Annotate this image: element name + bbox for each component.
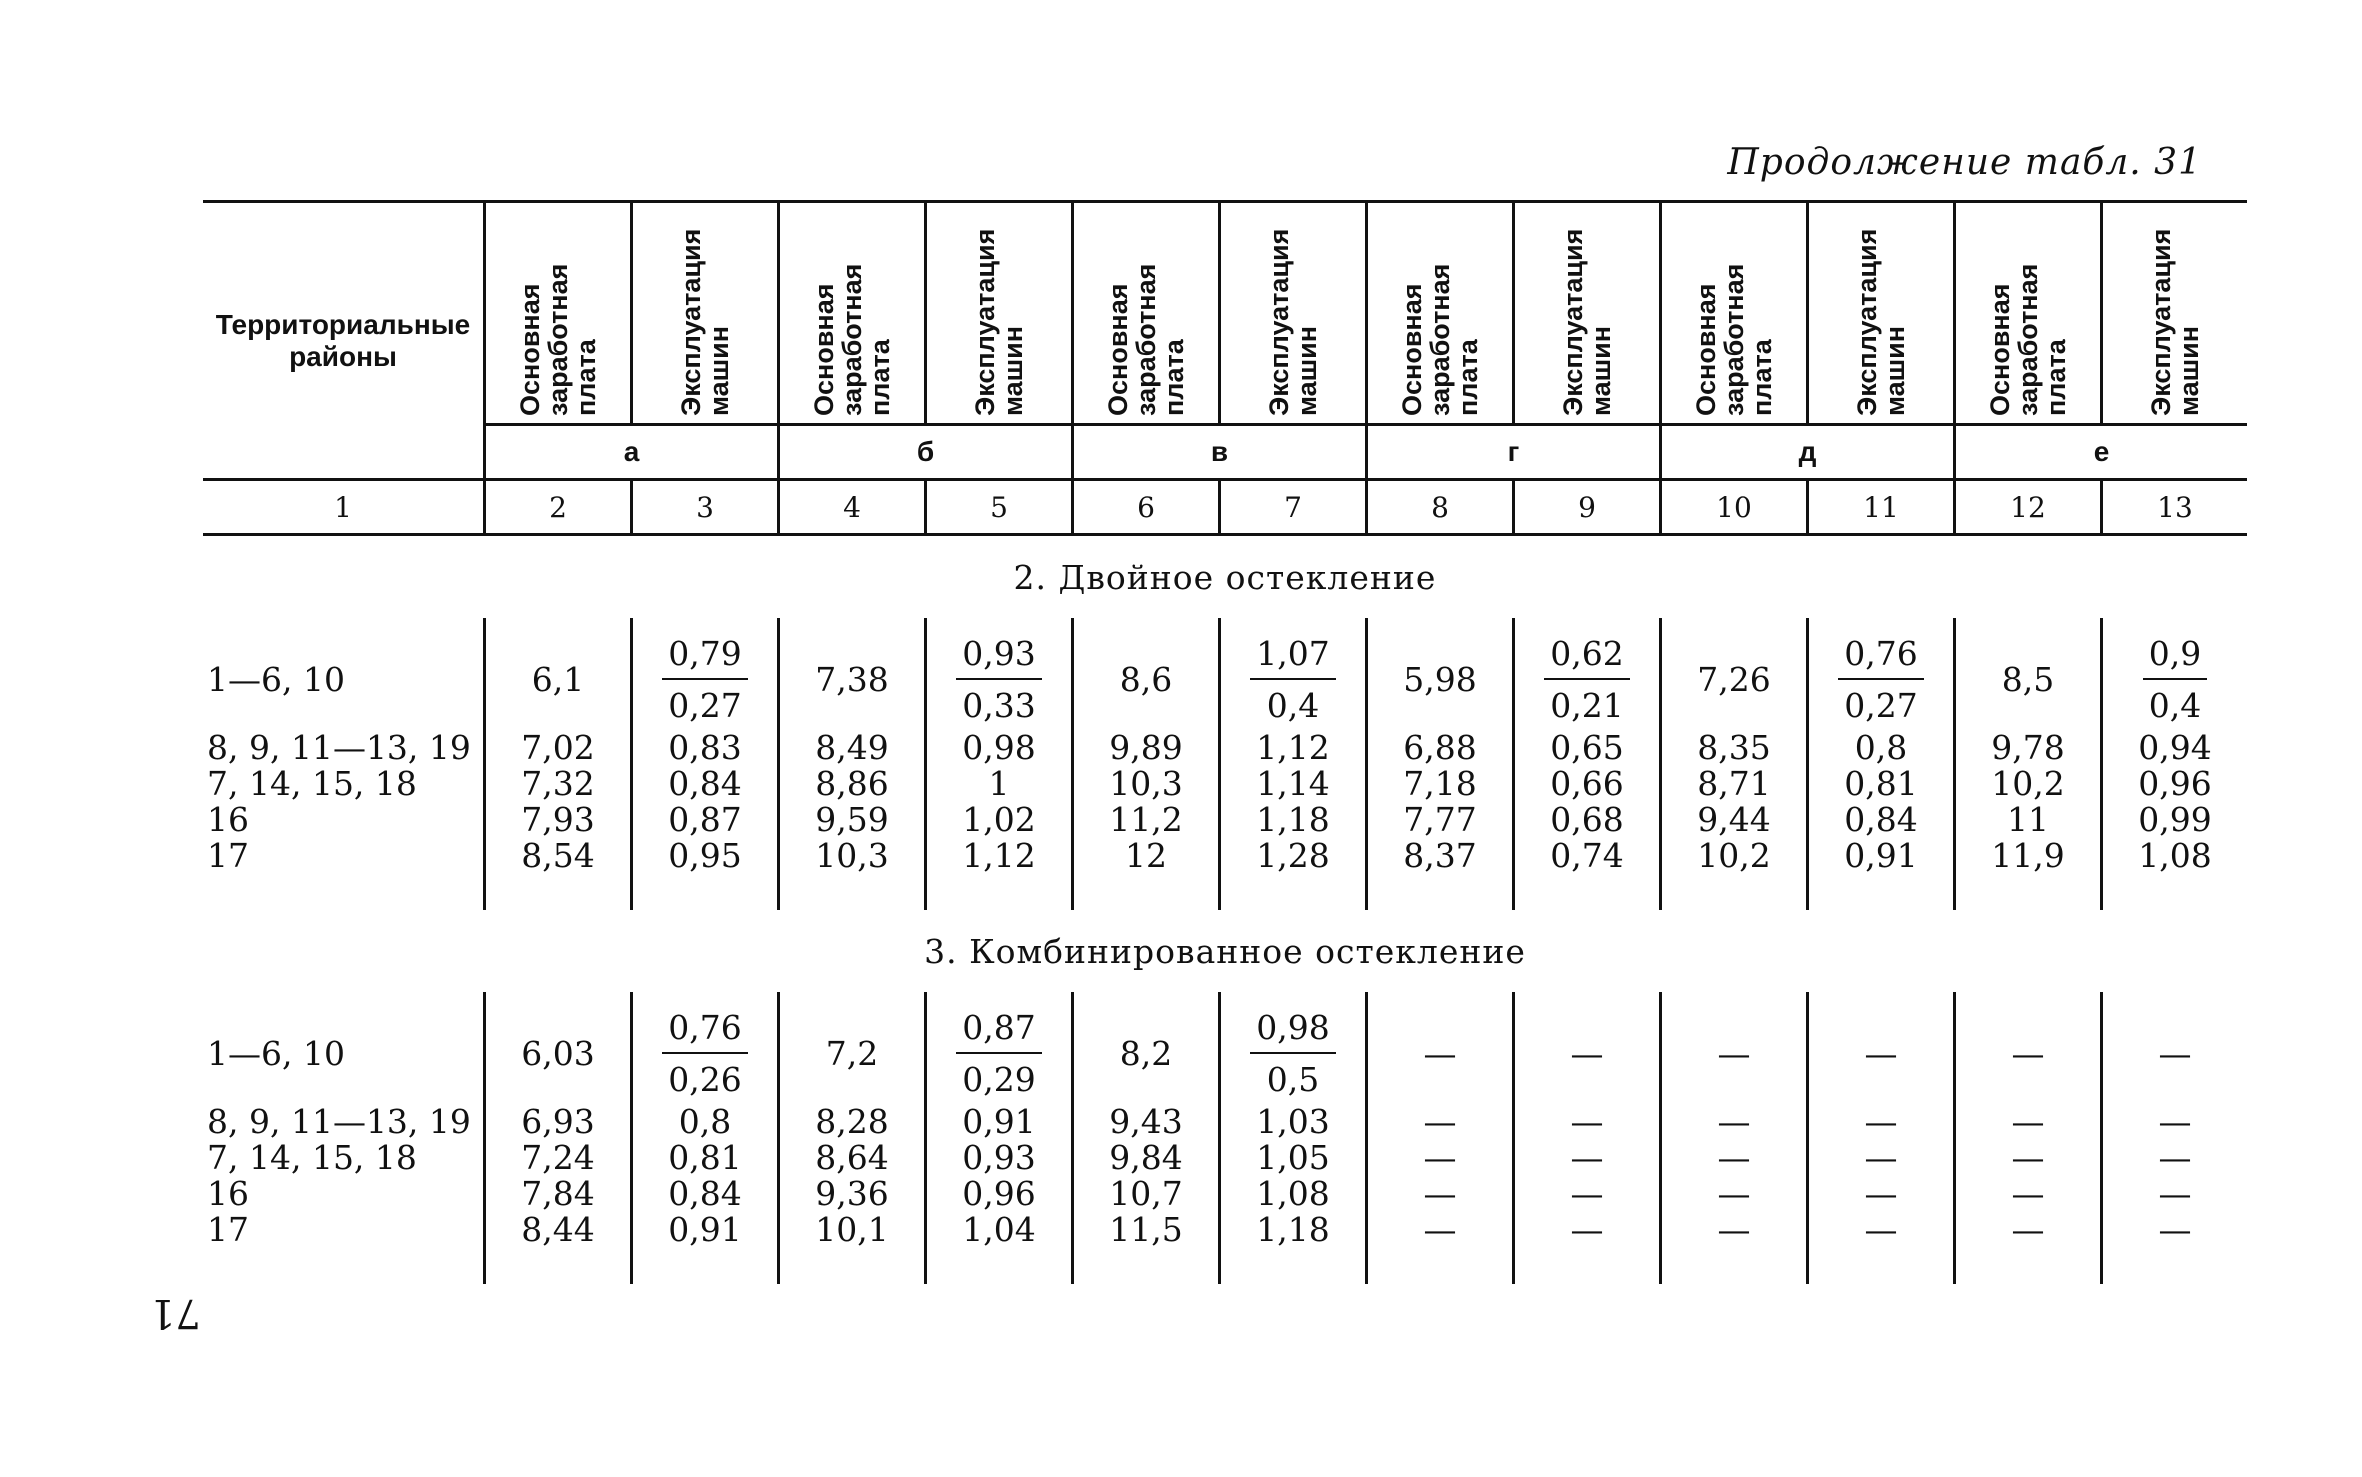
spacer-cell [1073,874,1220,910]
value-cell: 0,91 [1808,838,1955,874]
fraction-denominator: 0,33 [962,686,1036,725]
value-cell: — [1514,1004,1661,1104]
col-header [926,202,1073,425]
value-cell: — [1367,1104,1514,1140]
value-cell: 0,8 [632,1104,779,1140]
value-cell: 8,86 [779,766,926,802]
value-cell: 6,88 [1367,730,1514,766]
col-header [632,202,779,425]
col-header-label: Эксплуатация машин [1264,228,1322,416]
col-header [1955,202,2102,425]
spacer-cell [1367,874,1514,910]
value-cell: 10,2 [1955,766,2102,802]
value-cell: 6,03 [485,1004,632,1104]
value-cell: 7,26 [1661,630,1808,730]
value-cell: 6,93 [485,1104,632,1140]
group-letter: в [1073,425,1367,480]
value-cell: 0,81 [632,1140,779,1176]
data-table [203,200,2247,1284]
value-cell: 8,28 [779,1104,926,1140]
spacer-cell [1073,992,1220,1004]
spacer-cell [1514,992,1661,1004]
fraction-value [956,1010,1041,1098]
fraction-value [956,636,1041,724]
value-cell: 5,98 [1367,630,1514,730]
fraction-numerator: 0,79 [662,636,747,680]
col-header [1073,202,1220,425]
value-cell: 9,78 [1955,730,2102,766]
value-cell: 1,08 [1220,1176,1367,1212]
value-cell: — [1367,1176,1514,1212]
column-number: 12 [1955,480,2102,535]
value-cell: 7,77 [1367,802,1514,838]
fraction-denominator: 0,26 [668,1060,742,1099]
spacer-row [203,1248,2247,1284]
spacer-cell [1220,618,1367,630]
value-cell: 7,24 [485,1140,632,1176]
spacer-cell [203,618,485,630]
value-cell: 8,71 [1661,766,1808,802]
value-cell: 8,64 [779,1140,926,1176]
column-number: 8 [1367,480,1514,535]
section-title-row [203,535,2247,619]
col-header-label: Основная заработная плата [1397,263,1483,416]
page-number: 71 [150,1290,201,1336]
spacer-cell [926,992,1073,1004]
table-caption: Продолжение табл. 31 [1727,142,2202,183]
value-cell: 0,84 [1808,802,1955,838]
value-cell: 11,9 [1955,838,2102,874]
spacer-cell [2102,1248,2248,1284]
group-letter: д [1661,425,1955,480]
value-cell: 7,32 [485,766,632,802]
column-number: 5 [926,480,1073,535]
value-cell: — [1661,1140,1808,1176]
value-cell: — [1661,1104,1808,1140]
spacer-cell [1367,1248,1514,1284]
spacer-cell [1955,618,2102,630]
fraction-numerator: 0,93 [956,636,1041,680]
fraction-value [662,636,747,724]
col-header [1220,202,1367,425]
spacer-cell [1661,618,1808,630]
value-cell: — [1808,1176,1955,1212]
spacer-cell [1220,1248,1367,1284]
spacer-cell [779,874,926,910]
column-number: 11 [1808,480,1955,535]
col-header-label: Основная заработная плата [1691,263,1777,416]
value-cell: 0,96 [2102,766,2248,802]
value-cell: 0,65 [1514,730,1661,766]
column-number: 7 [1220,480,1367,535]
col-header-label: Эксплуатация машин [1852,228,1910,416]
spacer-cell [1808,874,1955,910]
spacer-cell [632,618,779,630]
value-cell: — [1808,1212,1955,1248]
value-cell: 0,74 [1514,838,1661,874]
col-header-label: Основная заработная плата [1985,263,2071,416]
value-cell: — [1808,1140,1955,1176]
spacer-cell [1661,1248,1808,1284]
fraction-value [1544,636,1629,724]
spacer-cell [1367,618,1514,630]
fraction-value [2143,636,2207,724]
value-cell: 1 [926,766,1073,802]
fraction-denominator: 0,4 [1266,686,1320,725]
column-number: 1 [203,480,485,535]
value-cell: — [1955,1212,2102,1248]
col-header-label: Эксплуатация машин [676,228,734,416]
region-cell: 8, 9, 11—13, 19 [207,1102,471,1141]
spacer-cell [485,618,632,630]
value-cell: 8,49 [779,730,926,766]
value-cell: 1,28 [1220,838,1367,874]
value-cell: 10,2 [1661,838,1808,874]
column-number: 13 [2102,480,2248,535]
header-row [203,202,2247,425]
spacer-cell [485,874,632,910]
table-row [203,1140,2247,1176]
value-cell: 8,2 [1073,1004,1220,1104]
spacer-cell [632,992,779,1004]
value-cell: 0,99 [2102,802,2248,838]
spacer-cell [1808,1248,1955,1284]
table-row [203,630,2247,730]
fraction-denominator: 0,27 [1844,686,1918,725]
spacer-cell [1661,874,1808,910]
column-number: 6 [1073,480,1220,535]
value-cell: — [2102,1212,2248,1248]
table-row [203,1176,2247,1212]
col-header-label: Эксплуатация машин [970,228,1028,416]
value-cell: 8,37 [1367,838,1514,874]
spacer-cell [779,992,926,1004]
value-cell: 0,95 [632,838,779,874]
table-row [203,1004,2247,1104]
col-header [1661,202,1808,425]
fraction-numerator: 0,9 [2143,636,2207,680]
fraction-value [1250,636,1335,724]
value-cell [1808,630,1955,730]
value-cell: — [1955,1140,2102,1176]
col-header-label: Эксплуатация машин [1558,228,1616,416]
value-cell: 0,96 [926,1176,1073,1212]
value-cell: 0,87 [632,802,779,838]
table-row [203,730,2247,766]
value-cell: — [2102,1140,2248,1176]
spacer-cell [1367,992,1514,1004]
column-number: 9 [1514,480,1661,535]
value-cell: — [1514,1176,1661,1212]
value-cell: — [1514,1212,1661,1248]
fraction-numerator: 0,87 [956,1010,1041,1054]
spacer-cell [2102,874,2248,910]
region-cell: 8, 9, 11—13, 19 [207,728,471,767]
spacer-cell [632,1248,779,1284]
value-cell [1220,630,1367,730]
column-number: 10 [1661,480,1808,535]
group-letter: б [779,425,1073,480]
spacer-cell [779,1248,926,1284]
value-cell: — [1514,1140,1661,1176]
value-cell: 1,12 [926,838,1073,874]
spacer-row [203,618,2247,630]
value-cell: 8,6 [1073,630,1220,730]
fraction-value [1250,1010,1335,1098]
region-cell: 1—6, 10 [207,1034,345,1073]
value-cell: 1,04 [926,1212,1073,1248]
section-title-row [203,910,2247,992]
value-cell: — [1955,1004,2102,1104]
region-cell: 17 [207,836,249,875]
section-title: 2. Двойное остекление [1013,557,1437,597]
value-cell: 9,44 [1661,802,1808,838]
value-cell: — [2102,1104,2248,1140]
value-cell: 1,18 [1220,1212,1367,1248]
value-cell: 1,03 [1220,1104,1367,1140]
value-cell: 9,59 [779,802,926,838]
value-cell: 7,84 [485,1176,632,1212]
value-cell [2102,630,2248,730]
group-letter: е [1955,425,2248,480]
value-cell: 6,1 [485,630,632,730]
value-cell: 12 [1073,838,1220,874]
col-header [485,202,632,425]
table-row [203,1104,2247,1140]
value-cell: 9,43 [1073,1104,1220,1140]
spacer-cell [1220,874,1367,910]
col-header [1808,202,1955,425]
spacer-cell [2102,992,2248,1004]
col-header [1514,202,1661,425]
fraction-denominator: 0,21 [1550,686,1624,725]
region-cell: 7, 14, 15, 18 [207,764,417,803]
value-cell: 0,84 [632,1176,779,1212]
value-cell: 1,05 [1220,1140,1367,1176]
value-cell: — [1661,1212,1808,1248]
value-cell: — [1367,1212,1514,1248]
fraction-denominator: 0,4 [2148,686,2202,725]
value-cell: 8,54 [485,838,632,874]
value-cell: — [1808,1004,1955,1104]
spacer-cell [1514,1248,1661,1284]
spacer-cell [1514,874,1661,910]
spacer-cell [1073,1248,1220,1284]
value-cell: — [1955,1176,2102,1212]
spacer-cell [485,1248,632,1284]
value-cell: 7,02 [485,730,632,766]
value-cell: — [1808,1104,1955,1140]
col-header [2102,202,2248,425]
value-cell [632,1004,779,1104]
group-letter-row [203,425,2247,480]
spacer-cell [1808,992,1955,1004]
value-cell: 7,93 [485,802,632,838]
col-header [779,202,926,425]
value-cell: 1,08 [2102,838,2248,874]
value-cell: — [1661,1004,1808,1104]
spacer-cell [926,874,1073,910]
value-cell: 0,68 [1514,802,1661,838]
fraction-value [662,1010,747,1098]
fraction-numerator: 0,62 [1544,636,1629,680]
value-cell: 8,5 [1955,630,2102,730]
spacer-cell [203,1248,485,1284]
value-cell: 10,3 [779,838,926,874]
spacer-row [203,992,2247,1004]
col-header-label: Эксплуатация машин [2146,228,2204,416]
value-cell: 1,02 [926,802,1073,838]
value-cell: — [1955,1104,2102,1140]
region-header: Территориальные районы [203,202,485,480]
value-cell: 7,2 [779,1004,926,1104]
value-cell: 0,93 [926,1140,1073,1176]
value-cell [926,630,1073,730]
value-cell: — [2102,1176,2248,1212]
value-cell: 10,7 [1073,1176,1220,1212]
col-header-label: Основная заработная плата [809,263,895,416]
value-cell: 11,2 [1073,802,1220,838]
spacer-cell [1955,1248,2102,1284]
value-cell: — [2102,1004,2248,1104]
table-body [203,535,2247,1285]
fraction-denominator: 0,29 [962,1060,1036,1099]
region-cell: 1—6, 10 [207,660,345,699]
fraction-numerator: 0,98 [1250,1010,1335,1054]
value-cell: 11,5 [1073,1212,1220,1248]
value-cell: 0,91 [926,1104,1073,1140]
spacer-cell [1073,618,1220,630]
value-cell: 1,14 [1220,766,1367,802]
spacer-cell [203,874,485,910]
value-cell: — [1367,1140,1514,1176]
table-row [203,766,2247,802]
column-number: 3 [632,480,779,535]
spacer-cell [485,992,632,1004]
region-cell: 7, 14, 15, 18 [207,1138,417,1177]
col-header [1367,202,1514,425]
value-cell: 0,81 [1808,766,1955,802]
value-cell [1220,1004,1367,1104]
value-cell: 0,91 [632,1212,779,1248]
spacer-cell [203,992,485,1004]
fraction-value [1838,636,1923,724]
value-cell: 0,66 [1514,766,1661,802]
region-cell: 17 [207,1210,249,1249]
value-cell: 0,83 [632,730,779,766]
column-number: 2 [485,480,632,535]
region-cell: 16 [207,800,249,839]
value-cell: — [1514,1104,1661,1140]
value-cell: 10,3 [1073,766,1220,802]
value-cell: 10,1 [779,1212,926,1248]
table-row [203,838,2247,874]
fraction-numerator: 1,07 [1250,636,1335,680]
col-header-label: Основная заработная плата [515,263,601,416]
spacer-cell [1661,992,1808,1004]
value-cell: 9,84 [1073,1140,1220,1176]
value-cell: 11 [1955,802,2102,838]
group-letter: г [1367,425,1661,480]
value-cell: 9,89 [1073,730,1220,766]
value-cell: 1,18 [1220,802,1367,838]
fraction-numerator: 0,76 [662,1010,747,1054]
spacer-row [203,874,2247,910]
value-cell: 8,44 [485,1212,632,1248]
spacer-cell [1955,874,2102,910]
region-cell: 16 [207,1174,249,1213]
value-cell [1514,630,1661,730]
spacer-cell [2102,618,2248,630]
spacer-cell [926,1248,1073,1284]
table-row [203,1212,2247,1248]
value-cell [926,1004,1073,1104]
value-cell: 1,12 [1220,730,1367,766]
value-cell: 0,84 [632,766,779,802]
section-title: 3. Комбинированное остекление [924,931,1526,971]
group-letter: а [485,425,779,480]
fraction-denominator: 0,27 [668,686,742,725]
spacer-cell [1808,618,1955,630]
value-cell: 0,94 [2102,730,2248,766]
spacer-cell [926,618,1073,630]
column-number: 4 [779,480,926,535]
value-cell: 8,35 [1661,730,1808,766]
value-cell: 7,38 [779,630,926,730]
value-cell: — [1661,1176,1808,1212]
value-cell: — [1367,1004,1514,1104]
spacer-cell [779,618,926,630]
fraction-denominator: 0,5 [1266,1060,1320,1099]
spacer-cell [1514,618,1661,630]
value-cell: 9,36 [779,1176,926,1212]
value-cell: 0,8 [1808,730,1955,766]
fraction-numerator: 0,76 [1838,636,1923,680]
value-cell: 7,18 [1367,766,1514,802]
col-header-label: Основная заработная плата [1103,263,1189,416]
value-cell [632,630,779,730]
column-number-row [203,480,2247,535]
spacer-cell [632,874,779,910]
table-row [203,802,2247,838]
spacer-cell [1955,992,2102,1004]
spacer-cell [1220,992,1367,1004]
value-cell: 0,98 [926,730,1073,766]
